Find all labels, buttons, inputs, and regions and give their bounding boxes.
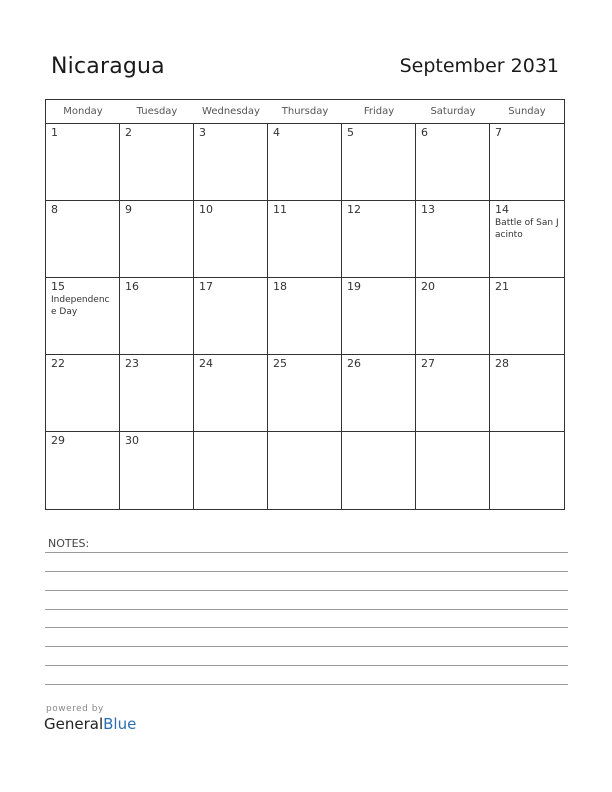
country-title: Nicaragua xyxy=(51,54,165,79)
day-cell xyxy=(194,201,268,278)
day-cell xyxy=(342,278,416,355)
day-cell xyxy=(342,432,416,509)
notes-line xyxy=(45,552,568,553)
day-number: 3 xyxy=(199,126,206,139)
holiday-label: Battle of San Jacinto xyxy=(495,218,559,240)
notes-line xyxy=(45,571,568,572)
notes-line xyxy=(45,684,568,685)
day-cell xyxy=(342,201,416,278)
day-cell xyxy=(46,355,120,432)
brand-general: General xyxy=(44,715,104,733)
day-number: 13 xyxy=(421,203,435,216)
day-cell xyxy=(194,432,268,509)
day-number: 25 xyxy=(273,357,287,370)
day-cell xyxy=(268,432,342,509)
day-number: 23 xyxy=(125,357,139,370)
day-cell xyxy=(46,278,120,355)
weekday-tuesday: Tuesday xyxy=(136,106,178,117)
powered-by-text: powered by xyxy=(46,704,104,714)
day-cell xyxy=(416,278,490,355)
day-cell xyxy=(194,124,268,201)
weekday-monday: Monday xyxy=(63,106,103,117)
day-cell xyxy=(268,201,342,278)
day-cell xyxy=(120,432,194,509)
holiday-label: Independence Day xyxy=(51,295,110,317)
day-cell xyxy=(342,124,416,201)
day-cell xyxy=(416,355,490,432)
notes-line xyxy=(45,665,568,666)
day-number: 7 xyxy=(495,126,502,139)
day-cell xyxy=(194,278,268,355)
day-number: 20 xyxy=(421,280,435,293)
weekday-sunday: Sunday xyxy=(508,106,546,117)
day-cell xyxy=(416,201,490,278)
day-number: 10 xyxy=(199,203,213,216)
notes-line xyxy=(45,590,568,591)
weekday-header-row xyxy=(46,100,564,124)
day-number: 24 xyxy=(199,357,213,370)
day-number: 26 xyxy=(347,357,361,370)
day-number: 2 xyxy=(125,126,132,139)
day-number: 21 xyxy=(495,280,509,293)
day-cells xyxy=(46,124,564,509)
day-cell xyxy=(490,355,564,432)
day-number: 6 xyxy=(421,126,428,139)
day-cell xyxy=(416,432,490,509)
notes-line xyxy=(45,627,568,628)
day-number: 30 xyxy=(125,434,139,447)
brand-footer xyxy=(44,704,136,733)
day-number: 14 xyxy=(495,203,509,216)
day-number: 15 xyxy=(51,280,65,293)
day-number: 11 xyxy=(273,203,287,216)
weekday-friday: Friday xyxy=(363,106,395,117)
day-number: 5 xyxy=(347,126,354,139)
day-number: 8 xyxy=(51,203,58,216)
day-cell xyxy=(490,432,564,509)
day-number: 12 xyxy=(347,203,361,216)
day-cell xyxy=(120,124,194,201)
day-cell xyxy=(268,124,342,201)
day-number: 19 xyxy=(347,280,361,293)
day-cell xyxy=(46,124,120,201)
day-cell xyxy=(416,124,490,201)
weekday-thursday: Thursday xyxy=(281,106,329,117)
brand-logo xyxy=(44,715,136,733)
day-number: 17 xyxy=(199,280,213,293)
day-cell xyxy=(268,278,342,355)
month-year-title: September 2031 xyxy=(399,55,559,77)
day-number: 16 xyxy=(125,280,139,293)
day-cell xyxy=(120,355,194,432)
day-number: 27 xyxy=(421,357,435,370)
day-cell xyxy=(194,355,268,432)
day-cell xyxy=(342,355,416,432)
brand-blue: Blue xyxy=(103,715,137,733)
day-cell xyxy=(490,124,564,201)
day-cell xyxy=(46,201,120,278)
day-number: 9 xyxy=(125,203,132,216)
day-number: 28 xyxy=(495,357,509,370)
day-cell xyxy=(490,278,564,355)
day-number: 18 xyxy=(273,280,287,293)
day-number: 29 xyxy=(51,434,65,447)
calendar-grid xyxy=(45,99,565,510)
notes-label: NOTES: xyxy=(48,537,90,550)
day-cell xyxy=(120,278,194,355)
weekday-saturday: Saturday xyxy=(430,106,476,117)
notes-line xyxy=(45,609,568,610)
day-number: 22 xyxy=(51,357,65,370)
day-cell xyxy=(268,355,342,432)
weekday-wednesday: Wednesday xyxy=(202,106,260,117)
day-cell xyxy=(490,201,564,278)
day-cell xyxy=(46,432,120,509)
day-cell xyxy=(120,201,194,278)
notes-line xyxy=(45,646,568,647)
day-number: 4 xyxy=(273,126,280,139)
day-number: 1 xyxy=(51,126,58,139)
